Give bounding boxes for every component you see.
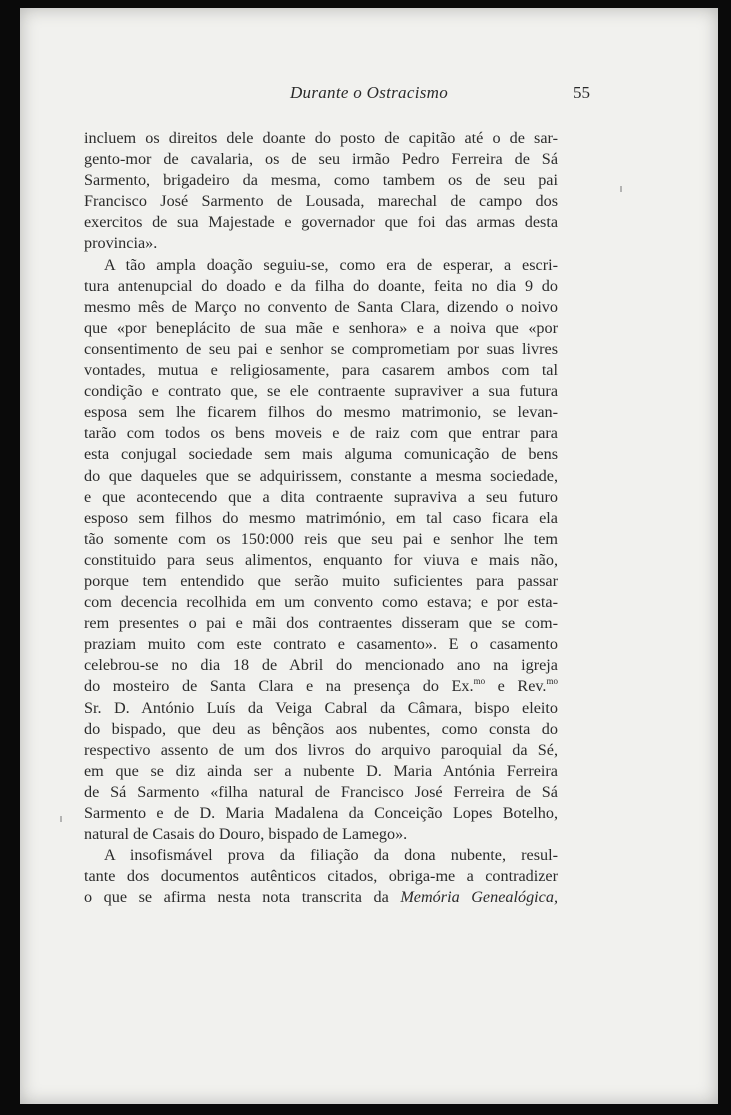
- text-line: mesmo mês de Março no convento de Santa Clara, dizendo o noivo: [84, 297, 558, 316]
- book-page: [20, 8, 718, 1104]
- running-title: Durante o Ostracismo: [289, 83, 449, 102]
- page-header: [20, 83, 718, 105]
- text-line: o que se afirma nesta nota transcrita da Memória Genealógica,: [84, 888, 558, 907]
- text-line: consentimento de seu pai e senhor se comprometiam por suas livres: [84, 339, 558, 358]
- text-line: provincia».: [84, 234, 158, 253]
- speck: [620, 186, 622, 192]
- text-line: A insofismável prova da filiação da dona nubente, resul-: [104, 846, 558, 865]
- text-line: vontades, mutua e religiosamente, para casarem ambos com tal: [84, 361, 558, 380]
- text-line: tarão com todos os bens moveis e de raiz com que entrar para: [84, 424, 558, 443]
- speck: [60, 816, 62, 822]
- text-line: e que acontecendo que a dita contraente supraviva a seu futuro: [84, 487, 558, 506]
- book-title: Memória Genealógica,: [400, 888, 558, 907]
- text-line: tura antenupcial do doado e da filha do doante, feita no dia 9 do: [84, 276, 558, 295]
- text-line: tante dos documentos autênticos citados, obriga-me a contradizer: [84, 867, 558, 886]
- page-number: 55: [573, 83, 590, 102]
- text-line: Sarmento e de D. Maria Madalena da Conceição Lopes Botelho,: [84, 804, 558, 822]
- text-line: A tão ampla doação seguiu-se, como era de esperar, a escri-: [104, 255, 558, 274]
- text-line: esposa sem lhe ficarem filhos do mesmo matrimonio, se levan-: [84, 403, 558, 422]
- text-line: do que daqueles que se adquirissem, constante a mesma sociedade,: [84, 466, 558, 485]
- text-line: celebrou-se no dia 18 de Abril do mencionado ano na igreja: [84, 656, 558, 675]
- text-line: condição e contrato que, se ele contraente supraviver a sua futura: [84, 382, 558, 401]
- text-line: incluem os direitos dele doante do posto de capitão até o de sar-: [84, 129, 558, 147]
- text-line: gento-mor de cavalaria, os de seu irmão Pedro Ferreira de Sá: [84, 150, 558, 169]
- text-line: Francisco José Sarmento de Lousada, marechal de campo dos: [84, 192, 558, 211]
- text-line: com decencia recolhida em um convento como estava; e por esta-: [84, 593, 558, 612]
- text-line: do mosteiro de Santa Clara e na presença do Ex.$^{mo}$ e Rev.$^{mo}$: [84, 676, 558, 696]
- body-text: [84, 128, 558, 908]
- text-line: rem presentes o pai e mãi dos contraentes disseram que se com-: [84, 614, 558, 633]
- text-line: esta conjugal sociedade sem mais alguma comunicação de bens: [84, 445, 558, 464]
- text-line: Sr. D. António Luís da Veiga Cabral da Câmara, bispo eleito: [84, 698, 558, 717]
- text-line: Sarmento, brigadeiro da mesma, como tambem os de seu pai: [84, 171, 558, 190]
- text-line: constituido para seus alimentos, enquanto for viuva e mais não,: [84, 550, 558, 569]
- text-line: praziam muito com este contrato e casamento». E o casamento: [84, 635, 558, 654]
- text-line: que «por beneplácito de sua mãe e senhora» e a noiva que «por: [84, 318, 558, 337]
- text-line: em que se diz ainda ser a nubente D. Maria Antónia Ferreira: [84, 761, 558, 780]
- text-line: exercitos de sua Majestade e governador que foi das armas desta: [84, 213, 558, 232]
- text-line: tão somente com os 150:000 reis que seu pai e senhor lhe tem: [84, 529, 558, 548]
- text-line: respectivo assento de um dos livros do arquivo paroquial da Sé,: [84, 740, 558, 759]
- text-line: porque tem entendido que serão muito suficientes para passar: [84, 571, 558, 590]
- text-line: esposo sem filhos do mesmo matrimónio, em tal caso ficara ela: [84, 508, 558, 527]
- text-line: do bispado, que deu as bênçãos aos nubentes, como consta do: [84, 719, 558, 738]
- text-line: natural de Casais do Douro, bispado de Lamego».: [84, 825, 408, 844]
- text-line: de Sá Sarmento «filha natural de Francisco José Ferreira de Sá: [84, 782, 558, 801]
